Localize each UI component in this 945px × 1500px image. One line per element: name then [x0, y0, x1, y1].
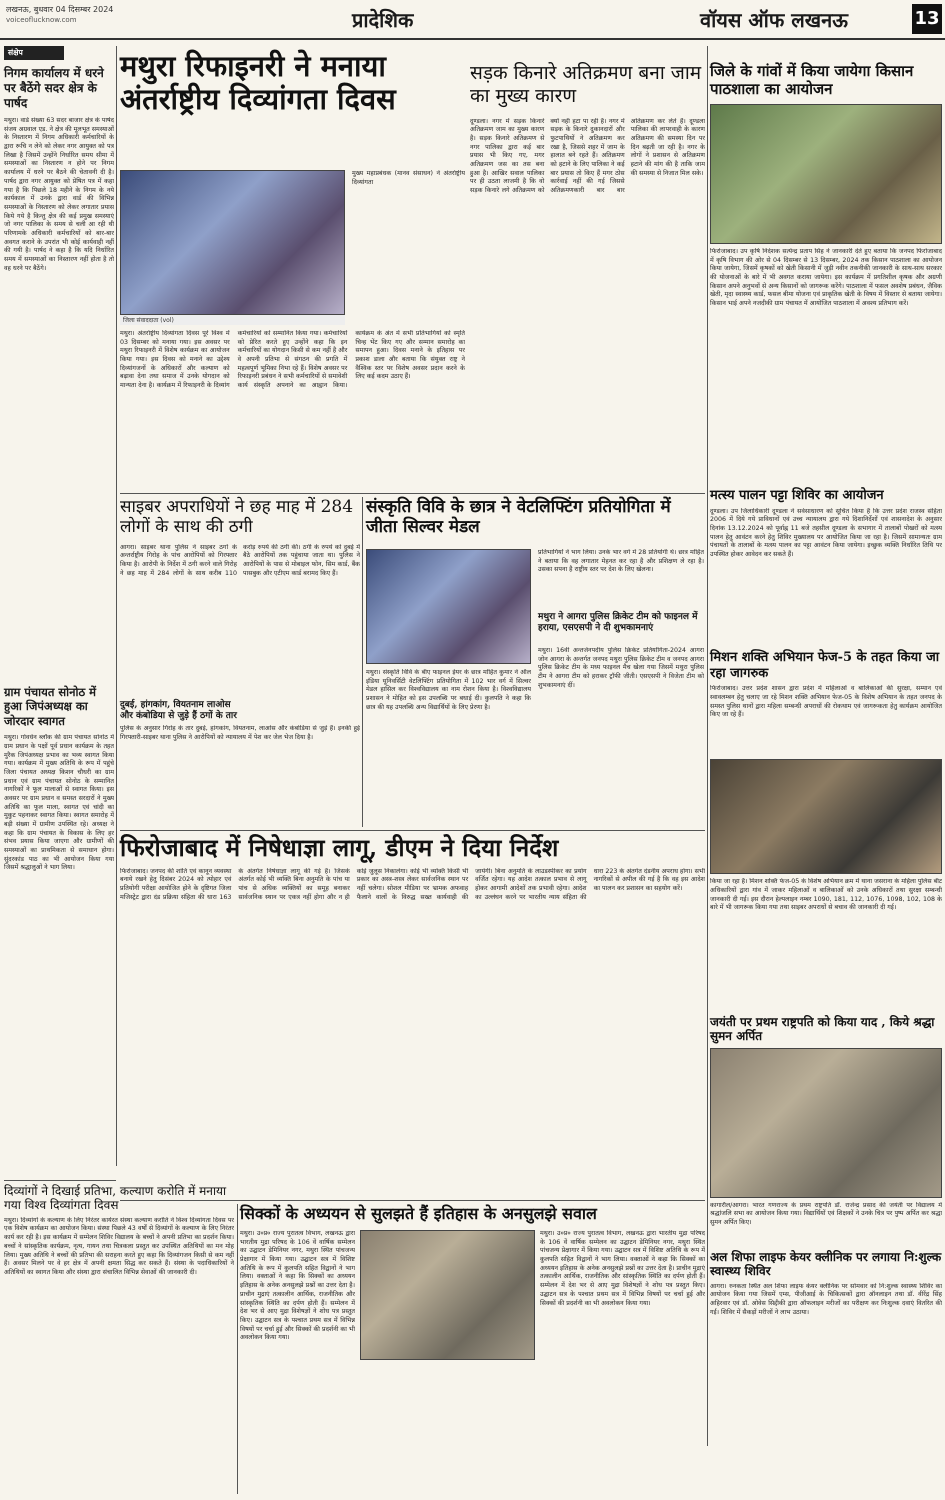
alshifa-headline: अल शिफा लाइफ केयर क्लीनिक पर लगाया नि:शुल्क स्वास्थ्य शिविर	[710, 1250, 942, 1279]
jayanti-story	[710, 1015, 942, 1245]
sikke-story	[240, 1204, 705, 1494]
firozabad-story	[120, 834, 705, 1244]
row-rule	[120, 493, 705, 494]
column-rule	[116, 46, 117, 1166]
fish-story	[710, 488, 942, 643]
sikke-body-2: मथुरा। उ०प्र० राज्य पुरातत्व विभाग, लखनऊ द्वारा भारतीय मुद्रा परिषद के 106 वें वार्षिक सम्मेलन का उद्घाटन डेमिनियर नगर, मथुरा स्थित पांचजन्य प्रेक्षागार में किया गया। उद्घाटन सत्र में विशिष्ट अतिथि के रूप में कुलपति सहित विद्वानों ने भाग लिया। वक्ताओं ने कहा कि सिक्कों का अध्ययन इतिहास के अनेक अनसुलझे प्रश्नों का उत्तर देता है। प्राचीन मुद्राएं तत्कालीन आर्थिक, राजनीतिक और सांस्कृतिक स्थिति का दर्पण होती हैं। सम्मेलन में देश भर से आए मुद्रा विशेषज्ञों ने शोध पत्र प्रस्तुत किए। उद्घाटन सत्र के पश्चात प्रथम सत्र में विभिन्न विषयों पर चर्चा हुई और सिक्कों की प्रदर्शनी का भी अवलोकन किया गया।	[540, 1230, 705, 1307]
sanskriti-photo	[366, 549, 531, 664]
sikke-headline: सिक्कों के अध्ययन से सुलझते हैं इतिहास के अनसुलझे सवाल	[240, 1204, 597, 1223]
masthead	[0, 0, 945, 40]
firozabad-body: फिरोजाबाद। जनपद की शांति एवं कानून व्यवस्था बनाये रखने हेतु दिसंबर 2024 को त्योहार एवं प्रतियोगी परीक्षा आयोजित होने के दृष्टिगत जिला मजिस्ट्रेट द्वारा दंड प्रक्रिया संहिता की धारा 163 के अंतर्गत निषेधाज्ञा लागू की गई है। जिसके अंतर्गत कोई भी व्यक्ति बिना अनुमति के पांच या पांच से अधिक व्यक्तियों का समूह बनाकर सार्वजनिक स्थान पर एकत्र नहीं होगा और न ही कोई जुलूस निकालेगा। कोई भी व्यक्ति किसी भी प्रकार का अस्त्र-शस्त्र लेकर सार्वजनिक स्थान पर नहीं चलेगा। सोशल मीडिया पर भ्रामक अफवाह फैलाने वालों के विरुद्ध सख्त कार्यवाही की जायेगी। बिना अनुमति के लाउडस्पीकर का प्रयोग वर्जित रहेगा। यह आदेश तत्काल प्रभाव से लागू होकर आगामी आदेशों तक प्रभावी रहेगा। आदेश का उल्लंघन करने पर भारतीय न्याय संहिता की धारा 223 के अंतर्गत दंडनीय अपराध होगा। सभी नागरिकों से अपील की गई है कि वह इस आदेश का पालन कर प्रशासन का सहयोग करें।	[120, 867, 705, 901]
column-rule	[237, 1204, 238, 1494]
sikke-body: मथुरा। उ०प्र० राज्य पुरातत्व विभाग, लखनऊ द्वारा भारतीय मुद्रा परिषद के 106 वें वार्षिक सम्मेलन का उद्घाटन डेमिनियर नगर, मथुरा स्थित पांचजन्य प्रेक्षागार में किया गया। उद्घाटन सत्र में विशिष्ट अतिथि के रूप में कुलपति सहित विद्वानों ने भाग लिया। वक्ताओं ने कहा कि सिक्कों का अध्ययन इतिहास के अनेक अनसुलझे प्रश्नों का उत्तर देता है। प्राचीन मुद्राएं तत्कालीन आर्थिक, राजनीतिक और सांस्कृतिक स्थिति का दर्पण होती हैं। सम्मेलन में देश भर से आए मुद्रा विशेषज्ञों ने शोध पत्र प्रस्तुत किए। उद्घाटन सत्र के पश्चात प्रथम सत्र में विभिन्न विषयों पर चर्चा हुई और सिक्कों की प्रदर्शनी का भी अवलोकन किया गया।	[240, 1230, 355, 1342]
row-rule	[4, 1180, 116, 1181]
kisan-story	[710, 62, 942, 482]
cyber-body: आगरा। साइबर थाना पुलिस ने साइबर ठगों के अन्तर्राष्ट्रीय गिरोह के पांच आरोपियों को गिरफ्तार किया है। आरोपी के निर्देश में ठगी करने वाले गिरोह ने छह माह में 284 लोगों के साथ करीब 110 करोड़ रुपये की ठगी की। ठगी के रुपये को दुबई में बैठे आरोपियों तक पहुंचाया जाता था। पुलिस ने आरोपियों के पास से मोबाइल फोन, सिम कार्ड, बैंक पासबुक और एटीएम कार्ड बरामद किए हैं।	[120, 543, 360, 577]
column-rule	[362, 497, 363, 827]
brief-headline: निगम कार्यालय में धरने पर बैठेंगे सदर क्षेत्र के पार्षद	[4, 66, 104, 110]
cyber-headline: साइबर अपराधियों ने छह माह में 284 लोगों के साथ की ठगी	[120, 497, 354, 538]
cyber-subhead: दुबई, हांगकांग, वियतनाम लाओस और कंबोडिया से जुड़े हैं ठगों के तार	[120, 699, 237, 721]
divyang-body: मथुरा। दिव्यांगों के कल्याण के लिए निरंतर कार्यरत संस्था कल्याण करोति ने विश्व दिव्यांगता दिवस पर एक विशेष कार्यक्रम का आयोजन किया। संस्था पिछले 43 वर्षों से दिव्यांगों के कल्याण के लिए निरंतर कार्य कर रही है। इस कार्यक्रम में सम्मेलन शिविर विद्यालय के बच्चों ने अपनी प्रतिभा का प्रदर्शन किया। बच्चों ने सांस्कृतिक कार्यक्रम, नृत्य, गायन तथा चित्रकला प्रस्तुत कर उपस्थित अतिथियों का मन मोह लिया। मुख्य अतिथि ने बच्चों की प्रतिभा की सराहना करते हुए कहा कि दिव्यांगजन किसी से कम नहीं हैं। अवसर मिलने पर वे हर क्षेत्र में अपनी क्षमता सिद्ध कर सकते हैं। संस्था के पदाधिकारियों ने अतिथियों का स्वागत किया और संस्था द्वारा संचालित विभिन्न सेवाओं की जानकारी दी।	[4, 1216, 234, 1276]
road-body: दूण्डला। नगर में सड़क किनारे अतिक्रमण जाम का मुख्य कारण है। सड़क किनारे अतिक्रमण से नगर पालिका द्वारा कई बार प्रयास भी किए गए, मगर अतिक्रमण जस का तस बना हुआ है। आखिर सवाल पालिका पर ही उठता लाजमी है कि वो सड़क किनारे लगे अतिक्रमण को क्यों नहीं हटा पा रही है। नगर में सड़क के किनारे दुकानदारों और फुटपाथियों ने अतिक्रमण कर रखा है, जिससे शहर में जाम के हालात बने रहते हैं। अतिक्रमण को हटाने के लिए पालिका ने कई बार प्रयास तो किए हैं मगर ठोस कार्रवाई नहीं की गई जिससे अतिक्रमणकारी बार बार अतिक्रमण कर लेते हैं। दूण्डला पालिका की लापरवाही के कारण अतिक्रमण की समस्या दिन पर दिन बढ़ती जा रही है। नगर के लोगों ने प्रशासन से अतिक्रमण हटाने की मांग की है ताकि जाम की समस्या से निजात मिल सके।	[470, 117, 705, 195]
mission-body-2: किया जा रहा है। मिशन शक्ति फेज-05 के विशेष अभियान क्रम में थाना जसराना के महिला पुलिस बीट अधिकारियों द्वारा गांव में जाकर महिलाओं व बालिकाओं को उनके अधिकारों तथा सुरक्षा सम्बन्धी जानकारी दी गई। इस दौरान हेल्पलाइन नम्बर 1090, 181, 112, 1076, 1098, 102, 108 के बारे में भी जागरूक किया गया तथा साइबर अपराधों से बचाव की जानकारी दी गई।	[710, 878, 942, 912]
brief-label: संक्षेप	[4, 46, 64, 60]
mission-photo	[710, 759, 942, 874]
sanskriti-story	[366, 497, 704, 827]
section-name: प्रादेशिक	[352, 8, 414, 32]
lead-side-text: मुख्य महाप्रबंधक (मानव संसाधन) ने अंतर्राष्ट्रीय दिव्यांगता	[352, 170, 465, 186]
fish-headline: मत्स्य पालन पट्टा शिविर का आयोजन	[710, 488, 884, 503]
mission-headline: मिशन शक्ति अभियान फेज-5 के तहत किया जा रहा जागरुक	[710, 650, 940, 681]
kisan-headline: जिले के गांवों में किया जायेगा किसान पाठशाला का आयोजन	[710, 62, 914, 98]
paper-name: वॉयस ऑफ लखनऊ	[700, 8, 848, 32]
cricket-subhead: मथुरा ने आगरा पुलिस क्रिकेट टीम को फाइनल में हराया, एसएसपी ने दी शुभकामनाएं	[538, 612, 698, 633]
sanskriti-headline: संस्कृति विवि के छात्र ने वेटलिफ्टिंग प्रतियोगिता में जीता सिल्वर मेडल	[366, 497, 671, 538]
lead-headline: मथुरा रिफाइनरी ने मनाया अंतर्राष्ट्रीय दिव्यांगता दिवस	[120, 49, 396, 117]
road-story	[470, 62, 705, 492]
lead-story	[120, 50, 465, 490]
mission-story	[710, 650, 942, 1010]
road-headline: सड़क किनारे अतिक्रमण बना जाम का मुख्य कारण	[470, 62, 702, 107]
jayanti-body: कागारौल/आगरा। भारत गणराज्य के प्रथम राष्ट्रपति डॉ. राजेन्द्र प्रसाद की जयंती पर विद्यालय में श्रद्धांजलि सभा का आयोजन किया गया। विद्यार्थियों एवं शिक्षकों ने उनके चित्र पर पुष्प अर्पित कर श्रद्धा सुमन अर्पित किए।	[710, 1201, 942, 1227]
brief-column	[4, 46, 114, 1106]
divyang-headline: दिव्यांगों ने दिखाई प्रतिभा, कल्याण करोति में मनाया गया विश्व दिव्यांगता दिवस	[4, 1184, 227, 1213]
page-number: 13	[912, 4, 942, 34]
cyber-body-2: पुलिस के अनुसार गिरोह के तार दुबई, हांगकांग, वियतनाम, लाओस और कंबोडिया से जुड़े हैं। इनकी हुई गिरफ्तारी-साइबर थाना पुलिस ने आरोपियों को न्यायालय में पेश कर जेल भेज दिया है।	[120, 725, 360, 742]
divyang-story	[4, 1184, 234, 1494]
lead-body: मथुरा। अंतर्राष्ट्रीय दिव्यांगता दिवस पूरे विश्व में 03 दिसम्बर को मनाया गया। इस अवसर पर मथुरा रिफाइनरी में विशेष कार्यक्रम का आयोजन किया गया। इस दिवस को मनाने का उद्देश्य दिव्यांगजनों के अधिकारों और कल्याण को बढ़ावा देना तथा समाज में उनके योगदान को मान्यता देना है। कार्यक्रम में रिफाइनरी के दिव्यांग कर्मचारियों को सम्मानित किया गया। कर्मचारियों को प्रेरित करते हुए उन्होंने कहा कि इन कर्मचारियों का योगदान किसी से कम नहीं है और वे अपनी प्रतिभा से संगठन की प्रगति में महत्वपूर्ण भूमिका निभा रहे हैं। विशेष अवसर पर रिफाइनरी प्रबंधन ने सभी कर्मचारियों से समावेशी कार्य संस्कृति अपनाने का आह्वान किया। कार्यक्रम के अंत में सभी प्रतिभागियों को स्मृति चिन्ह भेंट किए गए और सम्मान समारोह का समापन हुआ। दिवस मनाने के इतिहास पर प्रकाश डाला और बताया कि संयुक्त राष्ट्र ने वैश्विक स्तर पर विशेष अवसर प्रदान करने के लिए कई कदम उठाए हैं।	[120, 330, 465, 390]
firozabad-headline: फिरोजाबाद में निषेधाज्ञा लागू, डीएम ने दिया निर्देश	[120, 833, 559, 862]
jayanti-headline: जयंती पर प्रथम राष्ट्रपति को किया याद , किये श्रद्धा सुमन अर्पित	[710, 1015, 935, 1044]
sikke-photo	[360, 1230, 535, 1360]
kisan-photo	[710, 104, 942, 244]
column-rule	[707, 46, 708, 1446]
sanskriti-body: मथुरा। संस्कृति विवि के बीए फाइनल ईयर के छात्र मोहित कुमार ने ऑल इंडिया यूनिवर्सिटी वेटलिफ्टिंग प्रतियोगिता में 102 भार वर्ग में सिल्वर मेडल हासिल कर विश्वविद्यालय का नाम रोशन किया है। विश्वविद्यालय प्रशासन ने मोहित को इस उपलब्धि पर बधाई दी। कुलपति ने कहा कि छात्र की यह उपलब्धि अन्य विद्यार्थियों के लिए प्रेरणा है।	[366, 669, 531, 711]
alshifa-story	[710, 1250, 942, 1480]
dateline: लखनऊ, बुधवार 04 दिसम्बर 2024	[6, 5, 114, 14]
row-rule	[120, 830, 705, 831]
brief-body: मथुरा। वार्ड संख्या 63 सदर बाजार क्षेत्र के पार्षद संजय अग्रवाल एड. ने क्षेत्र की मूलभूत समस्याओं के निस्तारण में निगम अधिकारी कर्मचारियों के द्वारा रूचि न लेने को लेकर नगर आयुक्त को पत्र लिखा है जिसमें उन्होंने निर्धारित समय सीमा में समस्याओं का निस्तारण न होने पर निगम कार्यालय में धरने पर बैठने की चेतावनी दी है। पार्षद द्वारा नगर आयुक्त को प्रेषित पत्र में कहा गया है कि पिछले 18 महीने के निगम के नये कार्यकाल में उनके द्वारा वार्ड की विभिन्न समस्याओं के निस्तारण को लेकर लगातार प्रयास किये गये है किन्तु क्षेत्र की कई प्रमुख समस्याएं जो नगर पालिका के समय से चली आ रही थी परिणामके अधिकारी कर्मचारियों को बार-बार अवगत कराने के उपरांत भी कोई कार्यवाही नहीं की गयी है। पार्षद ने कहा है कि यदि निर्धारित समय में समस्याओं का निस्तारण नहीं होता है तो वह धरने पर बैठेंगे।	[4, 117, 114, 272]
fish-body: दूण्डला। उप जिलाधिकारी दूण्डला ने सर्वसाधारण को सूचित किया है कि उत्तर प्रदेश राजस्व संहिता 2006 में दिये गये प्राविधानों एवं उच्च न्यायालय द्वारा गये दिशानिर्देशों एवं शासनादेश के अनुसार दिनांक 13.12.2024 को पूर्वाह्न 11 बजे तहसील दूण्डला के सभागार में तालाबों पोखरों को मत्स्य पालन हेतु आवंटन करने हेतु शिविर मुख्यालय पर आयोजित किया जा रहा है। जिसमें सामान्यतः ग्राम पंचायतों के तालाबों के मत्स्य पालन का पट्टा आवंटन किया जायेगा। इच्छुक व्यक्ति निर्धारित तिथि पर उपस्थित होकर आवेदन कर सकते हैं।	[710, 507, 942, 559]
sanskriti-body-2: प्रतिभागियों ने भाग लिया। उनके भार वर्ग में 28 प्रतियोगी थे। छात्र मोहित ने बताया कि वह लगातार मेहनत कर रहा है और प्रशिक्षण ले रहा है। उसका सपना है राष्ट्रीय स्तर पर देश के लिए खेलना।	[538, 549, 704, 574]
website-link[interactable]: voiceoflucknow.com	[6, 16, 77, 24]
jayanti-photo	[710, 1048, 942, 1198]
brief-body-2: मथुरा। गोवर्धन ब्लॉक की ग्राम पंचायत सोनोठ में ग्राम प्रधान के पक्षों पूर्व प्रधान कार्यक्रम के तहत मुरैक जिपंअध्यक्ष प्रभाव का भव्य स्वागत किया गया। कार्यक्रम में मुख्य अतिथि के रूप में पहुंचे जिला पंचायत अध्यक्ष किशन चौधरी का ग्राम प्रधान एवं ग्राम पंचायत सोनोठ के सम्मानित नागरिकों ने फूल मालाओं से स्वागत किया। इस अवसर पर ग्राम प्रधान व समस्त सरदारों ने मुख्य अतिथि का फूल माला, स्वागत एवं चांदी का मुकुट पहनाकर स्वागत किया। स्वागत समारोह में बड़ी संख्या में ग्रामीण उपस्थित रहे। अध्यक्ष ने कहा कि ग्राम पंचायत के विकास के लिए हर संभव प्रयास किया जाएगा और ग्रामीणों की समस्याओं का प्राथमिकता से समाधान होगा। सुंदरकांड पाठ का भी आयोजन किया गया जिसमें श्रद्धालुओं ने भाग लिया।	[4, 734, 114, 872]
cricket-body: मथुरा। 16वीं अन्तर्जनपदीय पुलिस क्रिकेट प्रतियोगिता-2024 आगरा जोन आगरा के अन्तर्गत जनपद मथुरा पुलिस क्रिकेट टीम व जनपद आगरा पुलिस क्रिकेट टीम के मध्य फाइनल मैच खेला गया जिसमें मथुरा पुलिस टीम ने आगरा टीम को हराकर ट्रॉफी जीती। एसएसपी ने विजेता टीम को शुभकामनाएं दीं।	[538, 647, 704, 689]
brief-headline-2: ग्राम पंचायत सोनोठ में हुआ जिपंअध्यक्ष का जोरदार स्वागत	[4, 685, 97, 728]
alshifa-body: आगरा। रुनकता स्थित अल शिफा लाइफ केयर क्लीनिक पर सोमवार को नि:शुल्क स्वास्थ्य शिविर का आयोजन किया गया जिसमें एम्स, पीजीआई के चिकित्सकों द्वारा ऑनलाइन तथा डॉ. वीरेंद्र सिंह अहिरवार एवं डॉ. ओवेस सिद्दीकी द्वारा ऑफलाइन मरीजों का परीक्षण कर निःशुल्क दवाएं वितरित की गईं। शिविर में सैकड़ों मरीजों ने लाभ उठाया।	[710, 1282, 942, 1316]
lead-photo	[120, 170, 345, 315]
mission-body: फिरोजाबाद। उत्तर प्रदेश शासन द्वारा प्रदेश में महिलाओं व बालिकाओं की सुरक्षा, सम्मान एवं स्वावलम्बन हेतु चलाए जा रहे मिशन शक्ति अभियान फेज-05 के विशेष अभियान के तहत जनपद के समस्त पुलिस थानों द्वारा महिला सम्बन्धी अपराधों की रोकथाम एवं जागरूकता हेतु कार्यक्रम आयोजित किए जा रहे हैं।	[710, 685, 942, 719]
cyber-story	[120, 497, 360, 827]
lead-photo-caption: जिला संवाददाता (vol)	[120, 315, 345, 325]
kisan-body: फिरोजाबाद। उप कृषि निदेशक सत्येन्द्र प्रताप सिंह ने जानकारी देते हुए बताया कि जनपद फिरोजाबाद में कृषि विभाग की ओर से 04 दिसम्बर से 13 दिसम्बर, 2024 तक किसान पाठशाला का आयोजन किया जायेगा, जिसमें कृषकों को खेती किसानी में जुड़ी नवीन तकनीकी जानकारी के साथ-साथ सरकार की योजनाओं के बारे में भी अवगत कराया जायेगा। इस कार्यक्रम में प्रगतिशील कृषक और अग्रणी किसान अपने अनुभवों से अन्य किसानों को जागरूक करेंगे। पाठशाला में फसल अवशेष प्रबंधन, जैविक खेती, मृदा स्वास्थ्य कार्ड, फसल बीमा योजना एवं प्राकृतिक खेती के विषय में विस्तार से बताया जायेगा। किसान भाई अपने नजदीकी ग्राम पंचायत में आयोजित पाठशाला में अवश्य प्रतिभाग करें।	[710, 248, 942, 308]
